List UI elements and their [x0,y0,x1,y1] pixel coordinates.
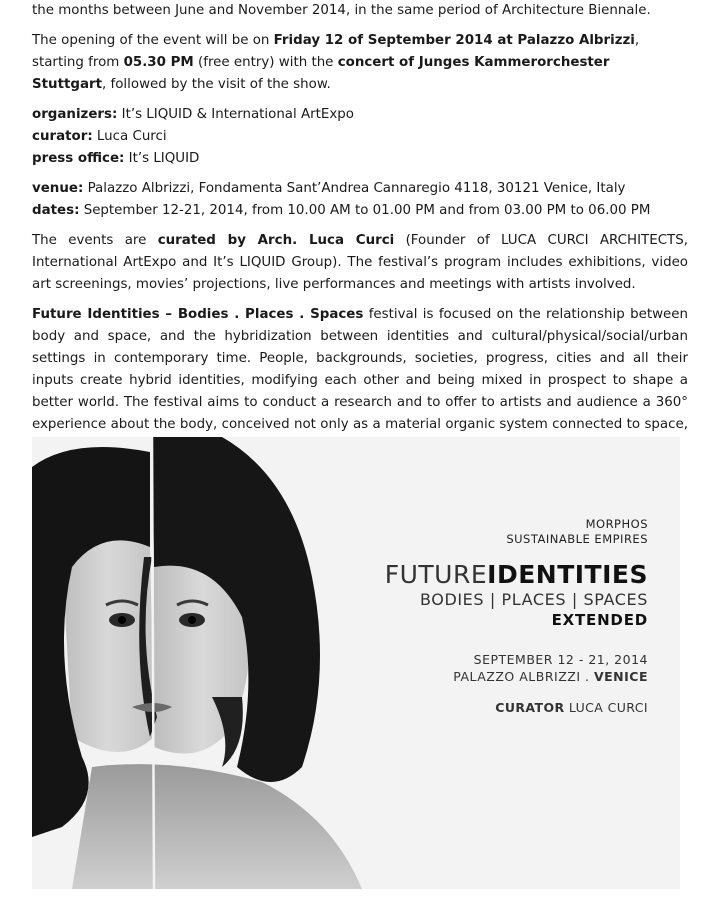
curated-text-1: The events are [32,233,158,248]
dates-label: dates: [32,203,80,218]
venue-label: venue: [32,181,84,196]
opening-text-4: , followed by the visit of the show. [102,77,331,92]
dates-value: September 12-21, 2014, from 10.00 AM to 01.00 PM and from 03.00 PM to 06.00 PM [79,203,651,218]
event-poster [32,437,680,889]
poster-venue-city: VENICE [593,669,648,684]
opening-time: 05.30 PM [123,55,194,70]
opening-paragraph [32,30,688,96]
opening-text-3: (free entry) with the [193,55,338,70]
curated-paragraph [32,230,688,296]
poster-curator-name: LUCA CURCI [564,700,648,715]
poster-venue [453,668,648,685]
description-paragraph [32,304,688,458]
venue-value: Palazzo Albrizzi, Fondamenta Sant’Andrea Cannaregio 4118, 30121 Venice, Italy [83,181,626,196]
poster-dates: SEPTEMBER 12 - 21, 2014 [473,652,648,667]
curator-value: Luca Curci [92,129,167,144]
dates-line [32,200,688,222]
poster-morphos: MORPHOS [585,517,648,531]
poster-title-identities: IDENTITIES [487,560,648,589]
opening-date: Friday 12 of September 2014 at Palazzo Albrizzi [273,33,635,48]
festival-name: Future Identities – Bodies . Places . Spaces [32,307,364,322]
poster-title [385,561,648,589]
curated-text-2: (Founder of LUCA CURCI ARCHITECTS, International ArtExpo and It’s LIQUID Group). The festival’s program includes exhibitions, video art screenings, movies’ projections, live performances and meetings with artists involved. [32,233,688,292]
opening-text-1: The opening of the event will be on [32,33,274,48]
poster-title-future: FUTURE [384,560,488,589]
poster-subtitle: BODIES | PLACES | SPACES [419,590,648,609]
opening-concert: concert of Junges Kammerorchester Stuttgart [32,55,610,92]
organizers-label: organizers: [32,107,118,122]
curator-line [32,126,688,148]
poster-morphos-heading [506,517,648,547]
intro-tail-paragraph: the months between June and November 2014, in the same period of Architecture Biennale. [32,3,651,18]
article-body [32,0,688,466]
press-office-label: press office: [32,151,125,166]
poster-extended: EXTENDED [551,611,648,629]
poster-sustainable-empires: SUSTAINABLE EMPIRES [506,532,648,546]
poster-venue-name: PALAZZO ALBRIZZI . [453,669,594,684]
press-office-value: It’s LIQUID [124,151,200,166]
opening-text-2: , starting from [32,33,640,70]
poster-curator-label: CURATOR [495,700,565,715]
organizers-value: It’s LIQUID & International ArtExpo [117,107,354,122]
poster-curator [495,699,648,716]
description-text: festival is focused on the relationship between body and space, and the hybridization between identities and cultural/physical/social/urban settings in contemporary time. People, backgrounds, societies, progress, cities and all their inputs create hybrid identities, modifying each other and being mixed in prospect to shape a better world. The festival aims to conduct a research and to offer to artists and audience a 360° experience about the body, conceived not only as a material organic system connected to space, [32,307,688,432]
organizers-line [32,104,688,126]
venue-line [32,178,688,200]
curator-label: curator: [32,129,93,144]
curated-by: curated by Arch. Luca Curci [157,233,395,248]
press-office-line [32,148,688,170]
